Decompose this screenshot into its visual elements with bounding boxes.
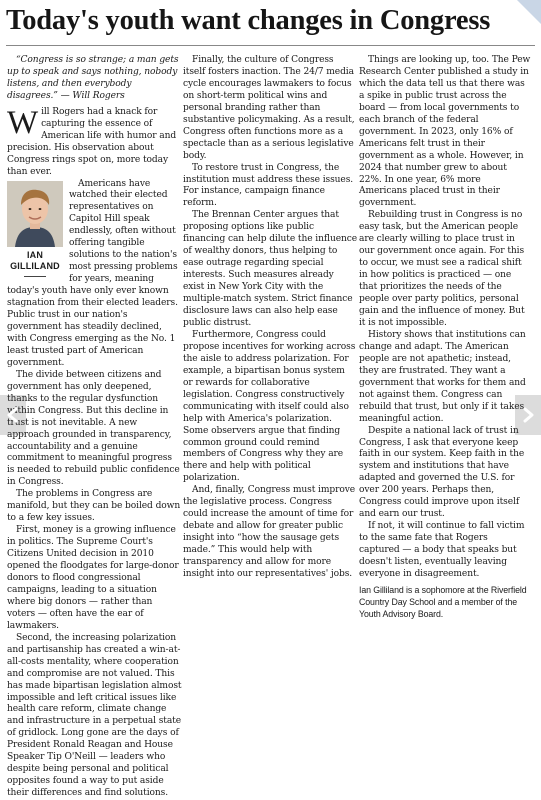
next-page-button[interactable] xyxy=(515,395,541,435)
paragraph-7: Finally, the culture of Congress itself fosters inaction. The 24/7 media cycle encourages lawmakers to focus on short-term political wins and personal branding rather than substantive policymaking. As a result, Congress often functions more as a spectacle than as a serious legislative body. xyxy=(183,55,355,161)
paragraph-4: The problems in Congress are manifold, but they can be boiled down to a few key issues. xyxy=(7,489,181,524)
paragraph-3: The divide between citizens and government has only deepened, thanks to the regular dysfunction within Congress. But this decline in trust is not inevitable. A new approach grounded in transparency, accountability and a genuine commitment to meaningful progress is needed to rebuild public confidence in Congress. xyxy=(7,369,180,488)
author-photo xyxy=(7,181,63,247)
paragraph-16: If not, it will continue to fall victim to the same fate that Rogers captured — a body that speaks but doesn't listen, eventually leaving everyone in disagreement. xyxy=(359,521,525,579)
headline: Today's youth want changes in Congress xyxy=(6,5,491,36)
author-divider xyxy=(24,276,46,277)
author-portrait xyxy=(7,181,63,247)
drop-cap: W xyxy=(7,104,39,141)
paragraph-6: Second, the increasing polarization and partisanship has created a win-at-all-costs mentality, where cooperation and compromise are not valued. This has made bipartisan legislation almost impossible and left critical issues like health care reform, climate change and infrastructure in a perpetual state of gridlock. Long gone are the days of President Ronald Reagan and House Speaker Tip O'Neill — leaders who despite being personal and political opposites found a way to put aside their differences and find solutions. xyxy=(7,632,182,799)
paragraph-5: First, money is a growing influence in politics. The Supreme Court's Citizens United decision in 2010 opened the floodgates for large-donor donors to flood congressional campaigns, leading to a situation where big donors — rather than voters — often have the ear of lawmakers. xyxy=(7,525,179,631)
epigraph: “Congress is so strange; a man gets up to speak and says nothing, nobody listens, and then everybody disagrees.” — Will Rogers xyxy=(7,55,179,101)
paragraph-1 xyxy=(7,104,182,179)
author-box xyxy=(7,181,63,277)
page-curl-corner xyxy=(517,0,541,24)
paragraph-13: Rebuilding trust in Congress is no easy task, but the American people are clearly willing to place trust in our government once again. For this to occur, we must see a radical shift in how politics is practiced — one that prioritizes the needs of the people over party politics, personal gain and the influence of money. But it is not impossible. xyxy=(359,210,525,328)
paragraph-1-text: ill Rogers had a knack for capturing the essence of American life with humor and precision. His observation about Congress rings spot on, more today than ever. xyxy=(7,106,177,177)
column-2 xyxy=(183,55,357,655)
previous-page-button[interactable] xyxy=(0,395,26,435)
column-1 xyxy=(7,55,182,799)
paragraph-12: Things are looking up, too. The Pew Research Center published a study in which the data tell us that there was a spike in public trust across the board — from local governments to each branch of the federal government. In 2023, only 16% of Americans felt trust in their government as a whole. However, in 2024 that number grew to about 22%. In one year, 6% more Americans placed trust in their government. xyxy=(359,55,531,209)
chevron-right-icon xyxy=(519,406,537,424)
author-last-name: GILLILAND xyxy=(10,260,60,271)
paragraph-9: The Brennan Center argues that proposing options like public financing can help dilute the influence of wealthy donors, thus helping to ease outrage regarding special interests. Such measures already exist in New York City with the multiple-match system. Strict finance disclosure laws can also help ease public distrust. xyxy=(183,210,358,328)
paragraph-14: History shows that institutions can change and adapt. The American people are not apathetic; instead, they are frustrated. They want a government that works for them and not against them. Congress can rebuild that trust, but only if it takes meaningful action. xyxy=(359,329,526,424)
paragraph-15: Despite a national lack of trust in Congress, I ask that everyone keep faith in our system. Keep faith in the system and institutions that have adapted and governed the U.S. for over 200 years. Perhaps then, Congress could improve upon itself and earn our trust. xyxy=(359,425,525,520)
author-bio: Ian Gilliland is a sophomore at the Riverfield Country Day School and a member of the Youth Advisory Board. xyxy=(359,584,527,619)
headline-rule xyxy=(6,45,535,46)
paragraph-8: To restore trust in Congress, the institution must address these issues. For instance, campaign finance reform. xyxy=(183,162,354,209)
paragraph-11: And, finally, Congress must improve the legislative process. Congress could increase the amount of time for debate and allow for greater public insight into “how the sausage gets made.” This would help with transparency and allow for more insight into our representatives' jobs. xyxy=(183,485,356,579)
column-3 xyxy=(359,55,531,655)
author-first-name: IAN xyxy=(26,249,44,260)
chevron-left-icon xyxy=(4,406,22,424)
paragraph-10: Furthermore, Congress could propose incentives for working across the aisle to address polarization. For example, a bipartisan bonus system or rewards for collaborative legislation. Congress constructively communicating with itself could also help with America's polarization. Some observers argue that finding common ground could remind members of Congress why they are there and help with political polarization. xyxy=(183,329,356,484)
paragraph-2: Americans have watched their elected representatives on Capitol Hill speak endlessly, often without offering tangible solutions to the nation's most pressing problems for years, meaning today's youth have only ever known stagnation from their elected leaders. Public trust in our nation's government has steadily declined, with Congress emerging as the No. 1 least trusted part of American government. xyxy=(7,178,178,368)
